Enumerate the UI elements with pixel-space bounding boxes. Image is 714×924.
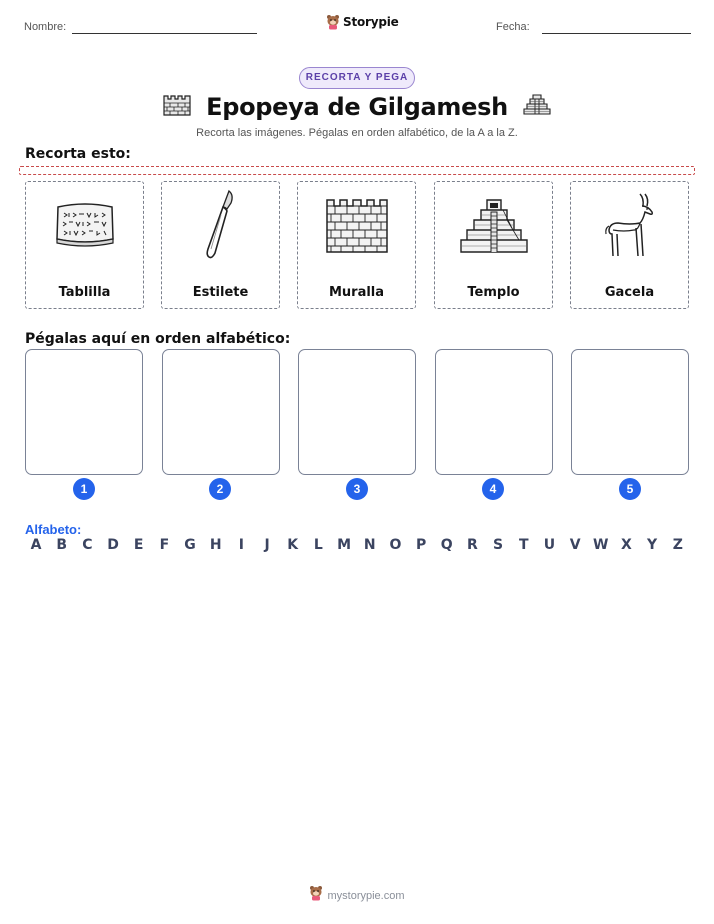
paste-section-heading: Pégalas aquí en orden alfabético: bbox=[25, 331, 291, 347]
paste-slot[interactable] bbox=[162, 349, 280, 475]
cut-card[interactable] bbox=[161, 181, 280, 309]
alphabet-letter: L bbox=[313, 537, 323, 553]
alphabet-letter: B bbox=[56, 537, 67, 553]
instructions-text: Recorta las imágenes. Pégalas en orden alfabético, de la A a la Z. bbox=[196, 127, 518, 139]
ziggurat-icon bbox=[522, 92, 552, 121]
alphabet-letter: I bbox=[238, 537, 244, 553]
paste-slot[interactable] bbox=[571, 349, 689, 475]
card-label: Tablilla bbox=[58, 285, 111, 300]
alphabet-letter: A bbox=[30, 537, 42, 553]
alphabet-letter: T bbox=[518, 537, 529, 553]
alphabet-letter: Q bbox=[440, 537, 453, 553]
alphabet-title: Alfabeto: bbox=[25, 522, 82, 537]
cut-card[interactable] bbox=[434, 181, 553, 309]
slot-number: 5 bbox=[619, 478, 641, 500]
alphabet-letter: U bbox=[543, 537, 556, 553]
paste-slot[interactable] bbox=[435, 349, 553, 475]
alphabet-letter: S bbox=[493, 537, 504, 553]
alphabet-letter: R bbox=[467, 537, 478, 553]
cut-card[interactable] bbox=[570, 181, 689, 309]
cut-section-heading: Recorta esto: bbox=[25, 146, 131, 162]
slot-number: 2 bbox=[209, 478, 231, 500]
title-row bbox=[0, 92, 714, 121]
alphabet-letter: X bbox=[621, 537, 632, 553]
alphabet-letter: K bbox=[287, 537, 299, 553]
alphabet-letter: C bbox=[82, 537, 93, 553]
activity-badge: RECORTA Y PEGA bbox=[299, 67, 415, 89]
brand-name: Storypie bbox=[343, 15, 399, 29]
card-label: Estilete bbox=[192, 285, 249, 300]
page-title: Epopeya de Gilgamesh bbox=[206, 92, 508, 121]
city-wall-icon bbox=[162, 92, 192, 121]
alphabet-letter: J bbox=[264, 537, 270, 553]
brand-logo bbox=[326, 14, 399, 30]
alphabet-row bbox=[27, 537, 687, 553]
card-label: Gacela bbox=[604, 285, 655, 300]
card-label: Muralla bbox=[328, 285, 385, 300]
wall-icon bbox=[325, 196, 389, 254]
alphabet-letter: D bbox=[107, 537, 119, 553]
ziggurat-temple-icon bbox=[459, 196, 529, 254]
gazelle-icon bbox=[600, 190, 660, 260]
alphabet-letter: O bbox=[389, 537, 402, 553]
cut-card[interactable] bbox=[25, 181, 144, 309]
bear-mascot-icon bbox=[326, 14, 340, 30]
slot-number: 4 bbox=[482, 478, 504, 500]
name-line[interactable] bbox=[72, 33, 257, 34]
date-line[interactable] bbox=[542, 33, 691, 34]
name-label: Nombre: bbox=[24, 21, 67, 33]
alphabet-letter: W bbox=[593, 537, 609, 553]
slot-number: 3 bbox=[346, 478, 368, 500]
footer-url[interactable]: mystorypie.com bbox=[327, 889, 405, 902]
bear-mascot-icon bbox=[309, 885, 323, 906]
paste-slot[interactable] bbox=[25, 349, 143, 475]
alphabet-letter: N bbox=[363, 537, 376, 553]
clay-tablet-icon bbox=[52, 199, 118, 251]
alphabet-letter: P bbox=[415, 537, 427, 553]
alphabet-letter: E bbox=[133, 537, 144, 553]
footer bbox=[0, 885, 714, 906]
alphabet-letter: G bbox=[184, 537, 196, 553]
stylus-icon bbox=[201, 189, 241, 261]
date-label: Fecha: bbox=[496, 21, 530, 33]
paste-slot[interactable] bbox=[298, 349, 416, 475]
cut-card[interactable] bbox=[297, 181, 416, 309]
slot-number: 1 bbox=[73, 478, 95, 500]
alphabet-letter: M bbox=[337, 537, 352, 553]
alphabet-letter: H bbox=[209, 537, 222, 553]
alphabet-letter: F bbox=[159, 537, 170, 553]
alphabet-letter: V bbox=[569, 537, 581, 553]
alphabet-letter: Z bbox=[672, 537, 683, 553]
card-label: Templo bbox=[467, 285, 520, 300]
alphabet-letter: Y bbox=[647, 537, 658, 553]
cut-line bbox=[19, 166, 695, 175]
